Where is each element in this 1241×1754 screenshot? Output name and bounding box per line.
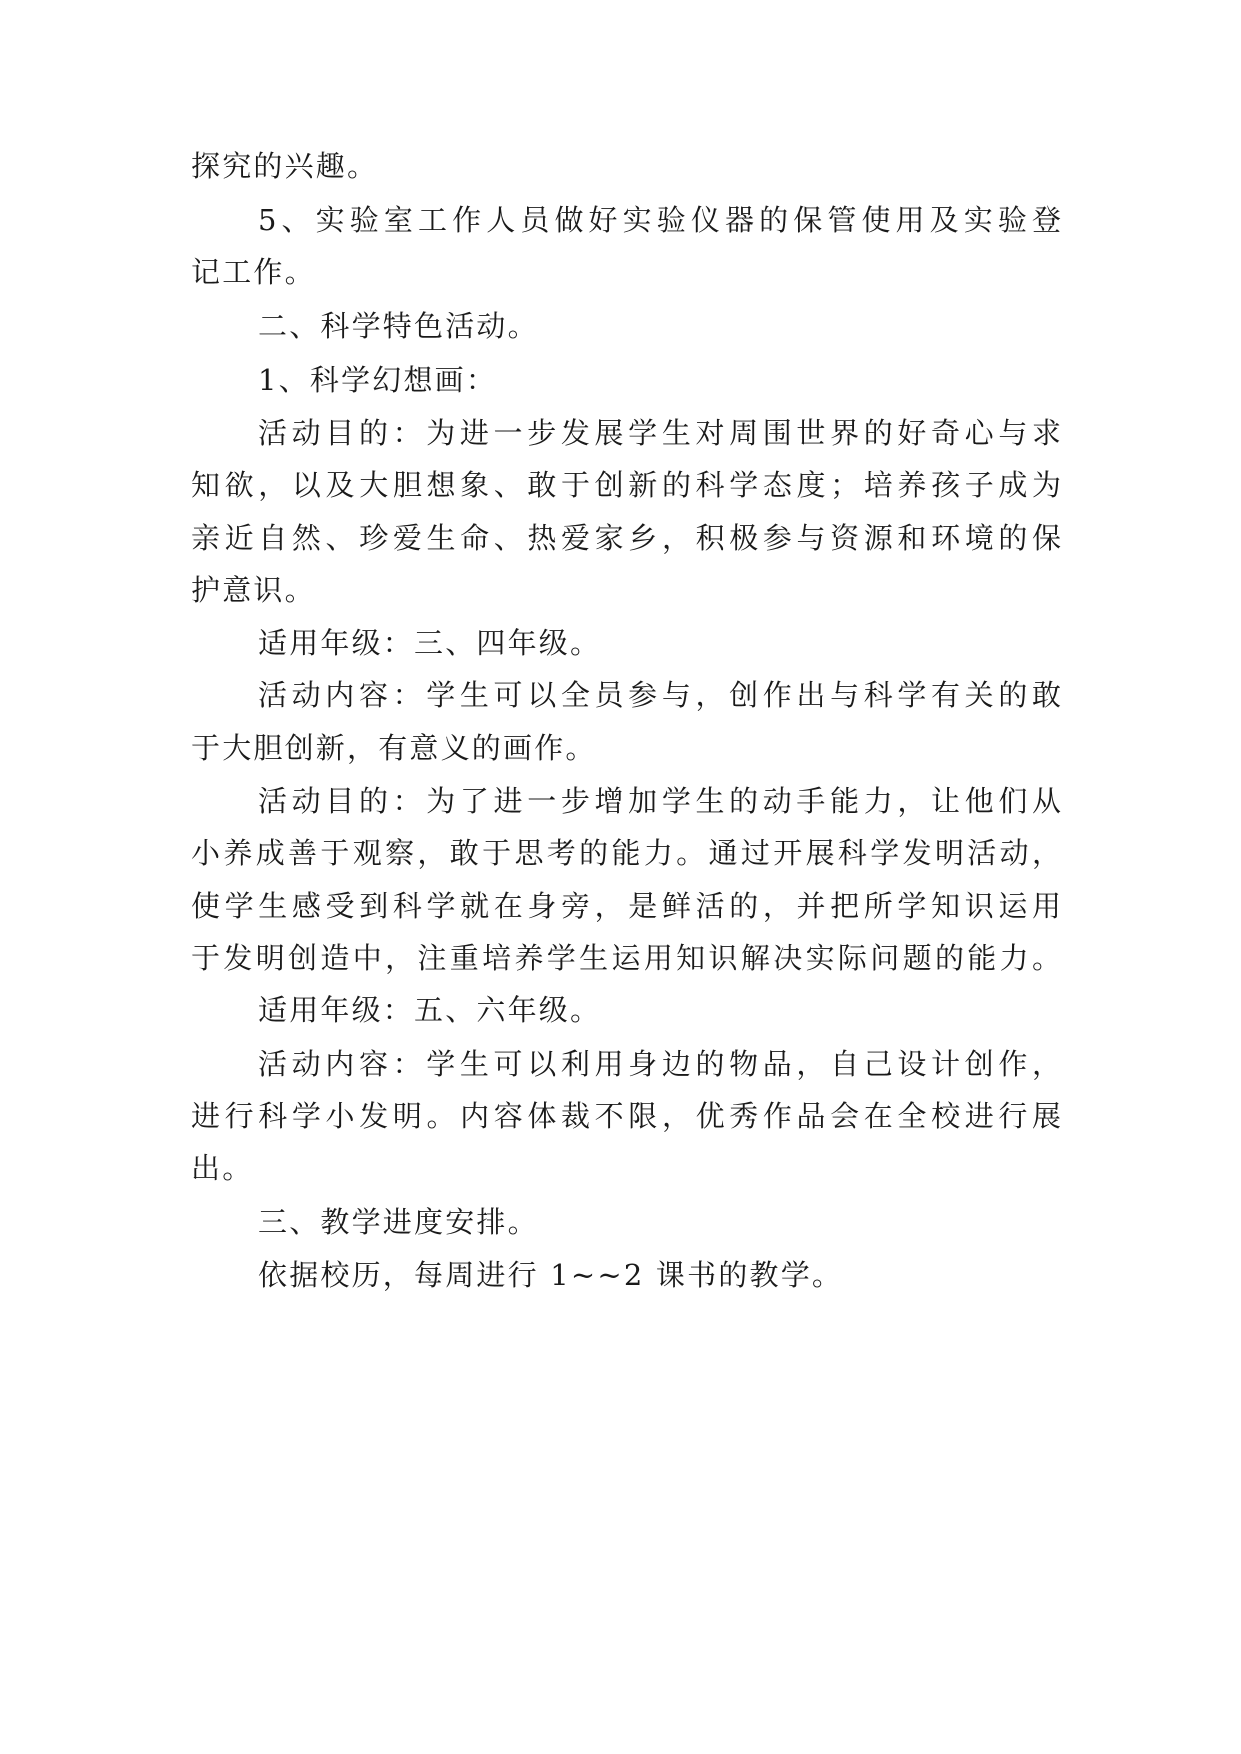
text-line: 小养成善于观察，敢于思考的能力。通过开展科学发明活动， [191,836,1061,870]
section-heading: 二、科学特色活动。 [258,309,539,343]
text-line: 探究的兴趣。 [191,149,379,183]
subsection-heading: 1、科学幻想画： [258,363,498,397]
text-line: 进行科学小发明。内容体裁不限，优秀作品会在全校进行展 [191,1099,1061,1133]
text-line: 出。 [191,1151,254,1185]
section-heading: 三、教学进度安排。 [258,1205,539,1239]
text-line: 5、实验室工作人员做好实验仪器的保管使用及实验登 [258,203,1061,237]
text-line: 活动目的：为了进一步增加学生的动手能力，让他们从 [258,784,1061,818]
text-line: 于发明创造中，注重培养学生运用知识解决实际问题的能力。 [191,941,1061,975]
text-line: 记工作。 [191,255,316,289]
text-line: 适用年级：五、六年级。 [258,993,602,1027]
text-line: 于大胆创新，有意义的画作。 [191,731,597,765]
text-line: 适用年级：三、四年级。 [258,626,602,660]
text-line: 使学生感受到科学就在身旁，是鲜活的，并把所学知识运用 [191,889,1061,923]
text-line: 亲近自然、珍爱生命、热爱家乡，积极参与资源和环境的保 [191,521,1061,555]
text-line: 知欲，以及大胆想象、敢于创新的科学态度；培养孩子成为 [191,468,1061,502]
text-line: 依据校历，每周进行 1~~2 课书的教学。 [258,1258,844,1292]
text-line: 活动内容：学生可以全员参与，创作出与科学有关的敢 [258,678,1061,712]
text-line: 护意识。 [191,573,316,607]
text-line: 活动目的：为进一步发展学生对周围世界的好奇心与求 [258,416,1061,450]
text-line: 活动内容：学生可以利用身边的物品，自己设计创作， [258,1047,1061,1081]
